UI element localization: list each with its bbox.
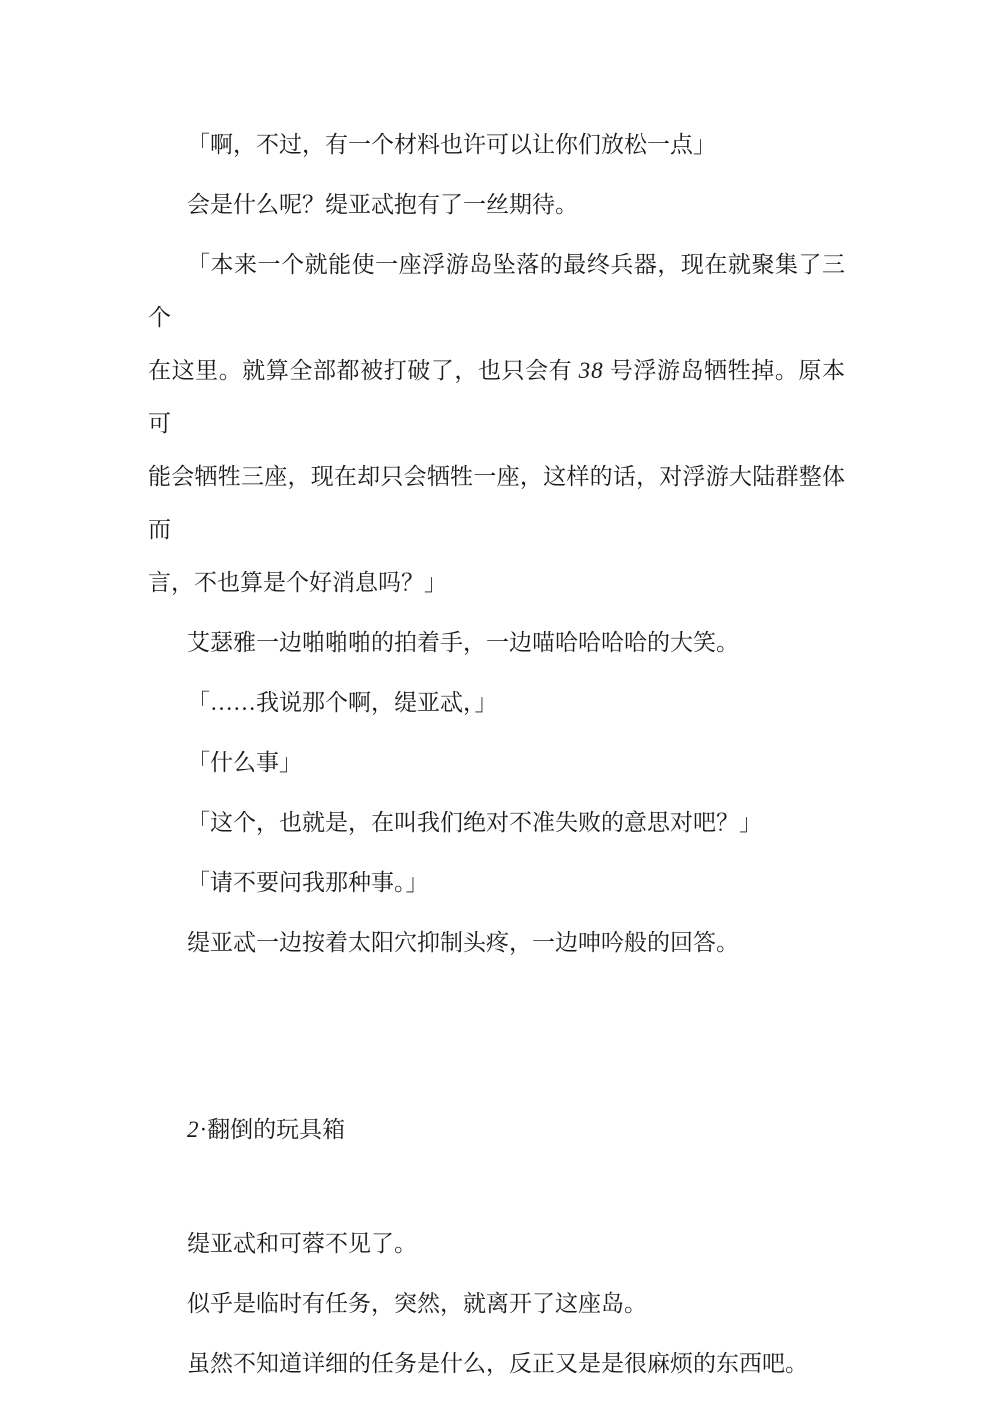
paragraph-narration-1: 会是什么呢？缇亚忒抱有了一丝期待。 [187, 192, 578, 217]
section-heading-number: 2 [187, 1117, 200, 1142]
dialogue-2-line-3: 能会牺牲三座，现在却只会牺牲一座，这样的话，对浮游大陆群整体而 [148, 464, 845, 542]
paragraph-dialogue-2 [148, 238, 845, 609]
paragraph-dialogue-1: 「啊，不过，有一个材料也许可以让你们放松一点」 [187, 132, 716, 157]
paragraph-narration-2: 艾瑟雅一边啪啪啪的拍着手，一边喵哈哈哈哈的大笑。 [187, 630, 739, 655]
paragraph-narration-5: 似乎是临时有任务，突然，就离开了这座岛。 [187, 1291, 647, 1316]
paragraph-dialogue-4: 「什么事」 [187, 750, 302, 775]
paragraph-dialogue-6: 「请不要问我那种事。」 [187, 870, 429, 895]
paragraph-dialogue-3: 「……我说那个啊，缇亚忒，」 [187, 690, 498, 715]
island-number: 38 [578, 358, 604, 383]
paragraph-narration-3: 缇亚忒一边按着太阳穴抑制头疼，一边呻吟般的回答。 [187, 930, 739, 955]
dialogue-2-line-2-pre: 在这里。就算全部都被打破了，也只会有 [148, 358, 579, 383]
paragraph-dialogue-5: 「这个，也就是，在叫我们绝对不准失败的意思对吧？」 [187, 810, 762, 835]
dialogue-2-line-4: 言，不也算是个好消息吗？」 [148, 570, 447, 595]
dialogue-2-line-2-post: 号浮游岛牺牲掉。原本可 [148, 358, 846, 436]
dialogue-2-line-2 [148, 344, 845, 450]
dialogue-2-line-1: 「本来一个就能使一座浮游岛坠落的最终兵器，现在就聚集了三个 [148, 252, 845, 330]
section-heading-title: ·翻倒的玩具箱 [199, 1117, 346, 1142]
paragraph-narration-4: 缇亚忒和可蓉不见了。 [187, 1231, 417, 1256]
paragraph-narration-6: 虽然不知道详细的任务是什么，反正又是是很麻烦的东西吧。 [187, 1351, 808, 1376]
section-heading [148, 1103, 845, 1156]
